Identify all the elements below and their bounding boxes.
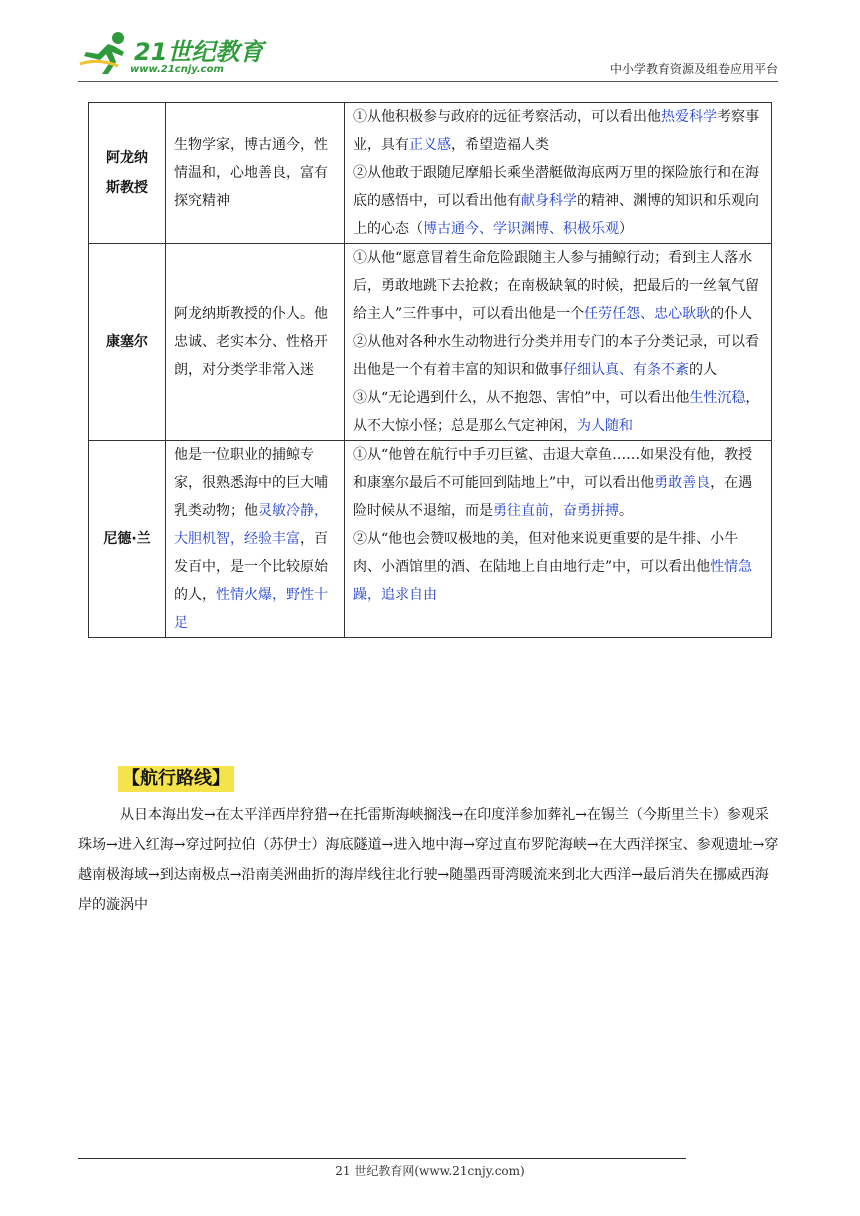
analysis-point: [353, 384, 763, 440]
analysis-point: [353, 328, 763, 384]
body-text: ①从他“愿意冒着生命危险跟随主人参与捕鲸行动；看到主人落水后，勇敢地跳下去抢救；在南极缺氧的时候，把最后的一丝氧气留给主人”三件事中，可以看出他是一个: [353, 250, 759, 322]
body-text: ②从“他也会赞叹极地的美，但对他来说更重要的是牛排、小牛肉、小酒馆里的酒、在陆地上自由地行走”中，可以看出他: [353, 531, 739, 575]
body-text: ，在遇险时候从不退缩，而是: [353, 475, 753, 519]
highlight-text: 性情急躁，追求自由: [353, 559, 753, 603]
highlight-text: 灵敏冷静，大胆机智，经验丰富: [174, 503, 328, 547]
body-text: ，希望造福人类: [451, 137, 549, 153]
body-text: 他是一位职业的捕鲸专家，很熟悉海中的巨大哺乳类动物；他: [174, 447, 328, 519]
body-text: ，百发百中，是一个比较原始的人，: [174, 531, 328, 603]
highlight-text: 仔细认真、有条不紊: [563, 362, 689, 378]
body-text: ）: [619, 221, 633, 237]
character-name-line: 阿龙纳: [106, 150, 148, 166]
analysis-point: [353, 441, 763, 525]
highlight-text: 任劳任怨、忠心耿耿: [584, 306, 711, 322]
character-row: [89, 244, 772, 441]
character-name: [89, 244, 166, 441]
character-name-line: 尼德·兰: [103, 531, 151, 547]
character-row: [89, 103, 772, 244]
analysis-point: [353, 103, 763, 159]
body-text: ②从他对各种水生动物进行分类并用专门的本子分类记录，可以看出他是一个有着丰富的知识和做事: [353, 334, 759, 378]
route-description: 从日本海出发→在太平洋西岸狩猎→在托雷斯海峡搁浅→在印度洋参加葬礼→在锡兰（今斯里兰卡）参观采珠场→进入红海→穿过阿拉伯（苏伊士）海底隧道→进入地中海→穿过直布罗陀海峡→在大西洋探宝、参观遗址→穿越南极海域→到达南极点→沿南美洲曲折的海岸线往北行驶→随墨西哥湾暖流来到北大西洋→最后消失在挪威西海岸的漩涡中: [78, 807, 779, 913]
character-analysis: [345, 103, 772, 244]
highlight-text: 性情火爆，野性十足: [174, 587, 328, 631]
highlight-text: 热爱科学: [661, 109, 717, 125]
header-divider: [78, 81, 778, 82]
character-name: [89, 441, 166, 638]
character-description: [166, 103, 345, 244]
highlight-text: 正义感: [409, 137, 451, 153]
body-text: 的精神、渊博的知识和乐观向上的心态（: [353, 193, 759, 237]
body-text: 生物学家，博古通今，性情温和，心地善良，富有探究精神: [174, 137, 328, 209]
highlight-text: 勇往直前，奋勇拼搏: [493, 503, 619, 519]
character-name-line: 斯教授: [106, 180, 148, 196]
body-text: 的人: [689, 362, 717, 378]
logo-url: www.21cnjy.com: [130, 64, 224, 75]
highlight-text: 生性沉稳: [689, 390, 746, 406]
character-row: [89, 441, 772, 638]
character-analysis: [345, 441, 772, 638]
site-logo[interactable]: [78, 26, 278, 82]
character-name: [89, 103, 166, 244]
footer-source[interactable]: 21 世纪教育网(www.21cnjy.com): [335, 1164, 525, 1178]
character-name-line: 康塞尔: [106, 334, 148, 350]
footer-divider: [78, 1158, 686, 1159]
body-text: ，从不大惊小怪；总是那么气定神闲，: [353, 390, 760, 434]
body-text: ③从“无论遇到什么，从不抱怨、害怕”中，可以看出他: [353, 390, 690, 406]
body-text: ②从他敢于跟随尼摩船长乘坐潜艇做海底两万里的探险旅行和在海底的感悟中，可以看出他有: [353, 165, 759, 209]
logo-text: 21世纪教育: [134, 38, 264, 66]
highlight-text: 勇敢善良: [654, 475, 711, 491]
highlight-text: 为人随和: [577, 418, 633, 434]
character-description: [166, 441, 345, 638]
highlight-text: 博古通今、学识渊博、积极乐观: [423, 221, 619, 237]
body-text: ①从“他曾在航行中手刃巨鲨、击退大章鱼……如果没有他，教授和康塞尔最后不可能回到陆地上”中，可以看出他: [353, 447, 753, 491]
runner-logo-icon: [78, 30, 134, 76]
analysis-point: [353, 159, 763, 243]
analysis-point: [353, 525, 763, 609]
analysis-point: [353, 244, 763, 328]
body-text: 的仆人: [710, 306, 753, 322]
character-description: [166, 244, 345, 441]
highlight-text: 献身科学: [521, 193, 577, 209]
character-analysis: [345, 244, 772, 441]
character-table: [88, 102, 772, 638]
body-text: ①从他积极参与政府的远征考察活动，可以看出他: [353, 109, 661, 125]
route-section-title: 【航行路线】: [118, 766, 234, 792]
body-text: 阿龙纳斯教授的仆人。他忠诚、老实本分、性格开朗，对分类学非常入迷: [174, 306, 328, 378]
page-header: [78, 26, 778, 82]
body-text: 考察事业，具有: [353, 109, 759, 153]
platform-tagline: 中小学教育资源及组卷应用平台: [609, 62, 778, 76]
body-text: 。: [619, 503, 633, 519]
